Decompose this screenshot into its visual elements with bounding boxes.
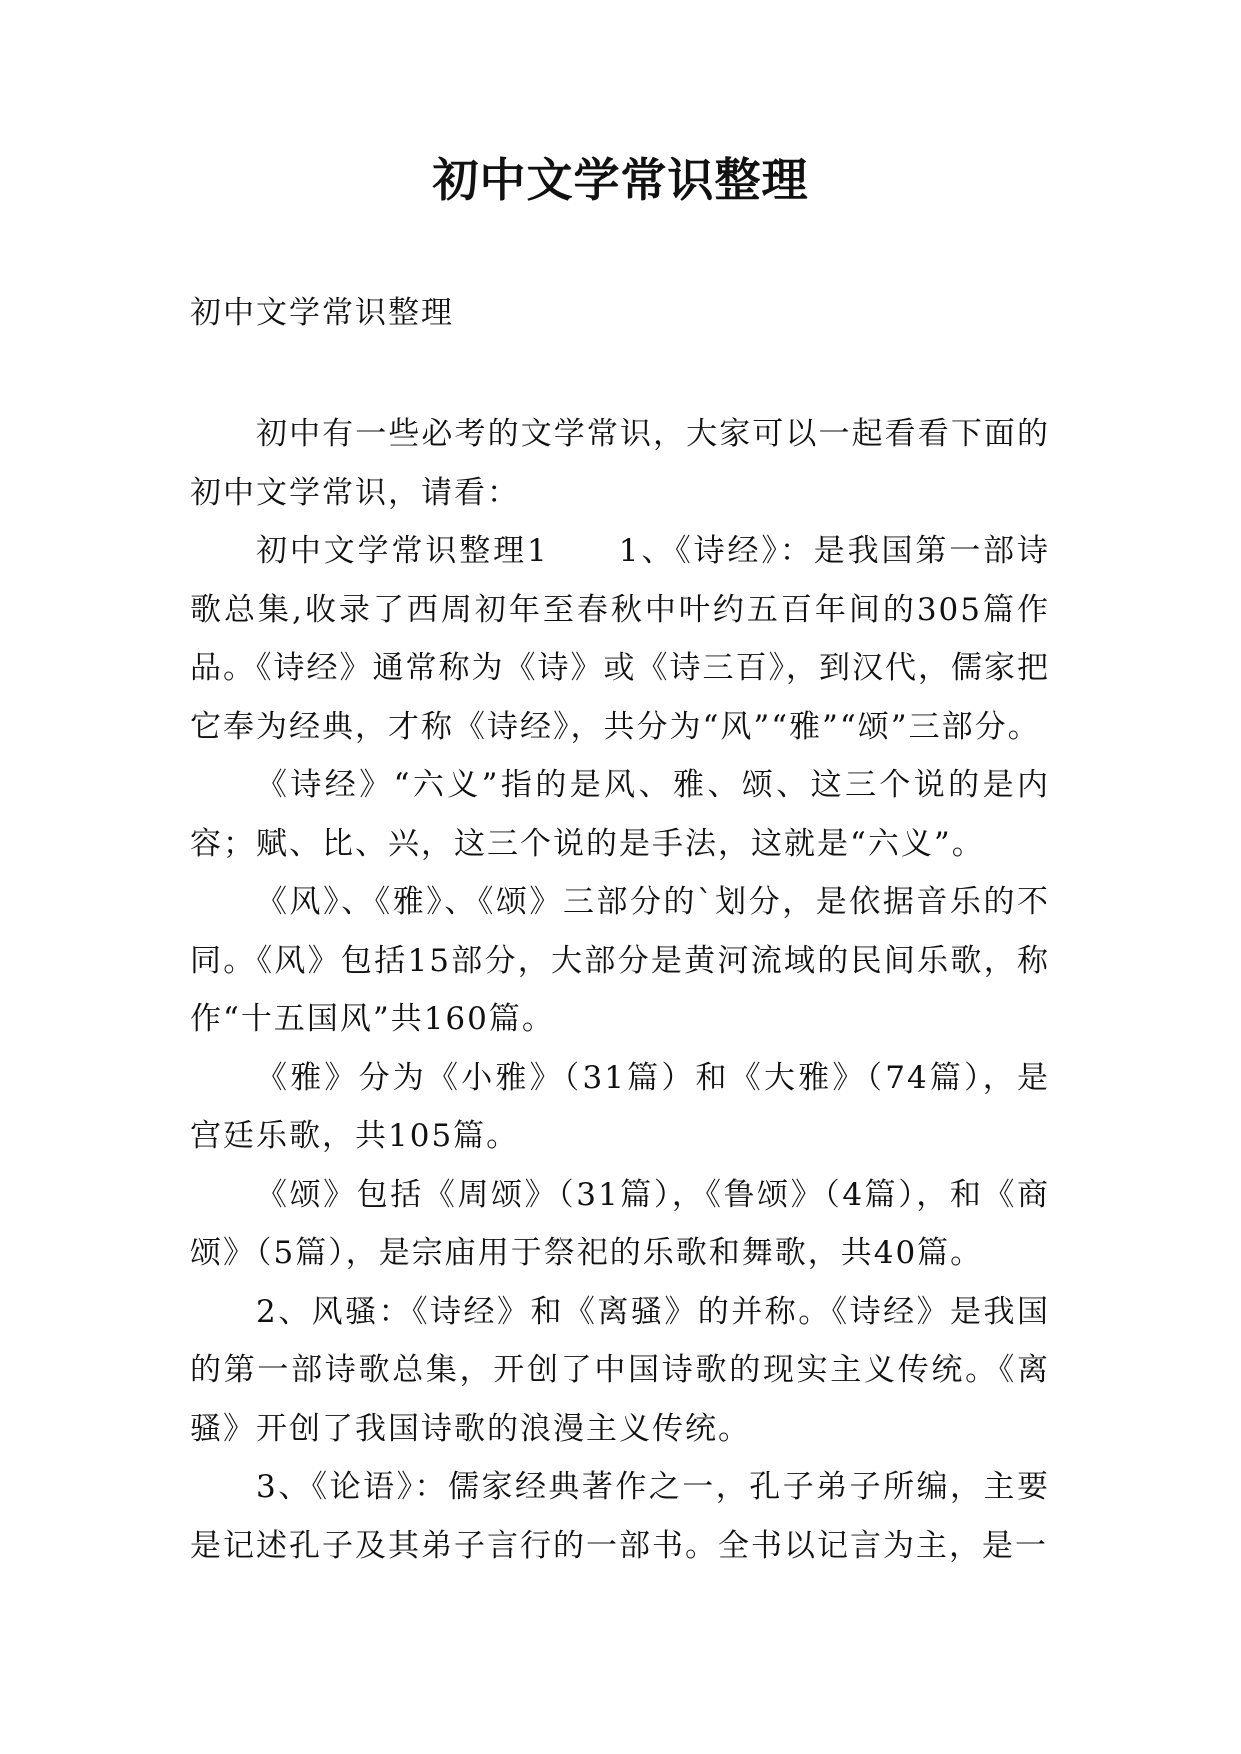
song-paragraph: 《颂》包括《周颂》（31篇），《鲁颂》（4篇），和《商颂》（5篇），是宗庙用于祭祀的乐歌和舞歌，共40篇。	[190, 1176, 1050, 1271]
intro-paragraph: 初中有一些必考的文学常识，大家可以一起看看下面的初中文学常识，请看：	[190, 416, 1050, 511]
six-meanings-paragraph: 《诗经》“六义”指的是风、雅、颂、这三个说的是内容；赋、比、兴，这三个说的是手法，这就是“六义”。	[190, 767, 1050, 862]
section-1-text: 1、《诗经》：是我国第一部诗歌总集,收录了西周初年至春秋中叶约五百年间的305篇作品。	[190, 533, 1050, 686]
lunyu-paragraph: 3、《论语》：儒家经典著作之一，孔子弟子所编，主要是记述孔子及其弟子言行的一部书。全书以记言为主，是一	[190, 1469, 1050, 1564]
document-subtitle: 初中文学常识整理	[190, 295, 454, 331]
document-body	[190, 405, 1050, 1575]
section-1-paragraph	[190, 522, 1050, 756]
feng-paragraph: 《风》、《雅》、《颂》三部分的`划分，是依据音乐的不同。《风》包括15部分，大部分是黄河流域的民间乐歌，称作“十五国风”共160篇。	[190, 884, 1050, 1037]
ya-paragraph: 《雅》分为《小雅》（31篇）和《大雅》（74篇），是宫廷乐歌，共105篇。	[190, 1059, 1050, 1154]
document-title: 初中文学常识整理	[432, 153, 809, 207]
section-1-heading: 初中文学常识整理1	[256, 533, 549, 569]
fengsao-paragraph: 2、风骚：《诗经》和《离骚》的并称。《诗经》是我国的第一部诗歌总集，开创了中国诗歌的现实主义传统。《离骚》开创了我国诗歌的浪漫主义传统。	[190, 1293, 1050, 1447]
shijing-names-text: 《诗经》通常称为《诗》或《诗三百》，到汉代，儒家把它奉为经典，才称《诗经》，共分为“风”“雅”“颂”三部分。	[190, 650, 1050, 745]
